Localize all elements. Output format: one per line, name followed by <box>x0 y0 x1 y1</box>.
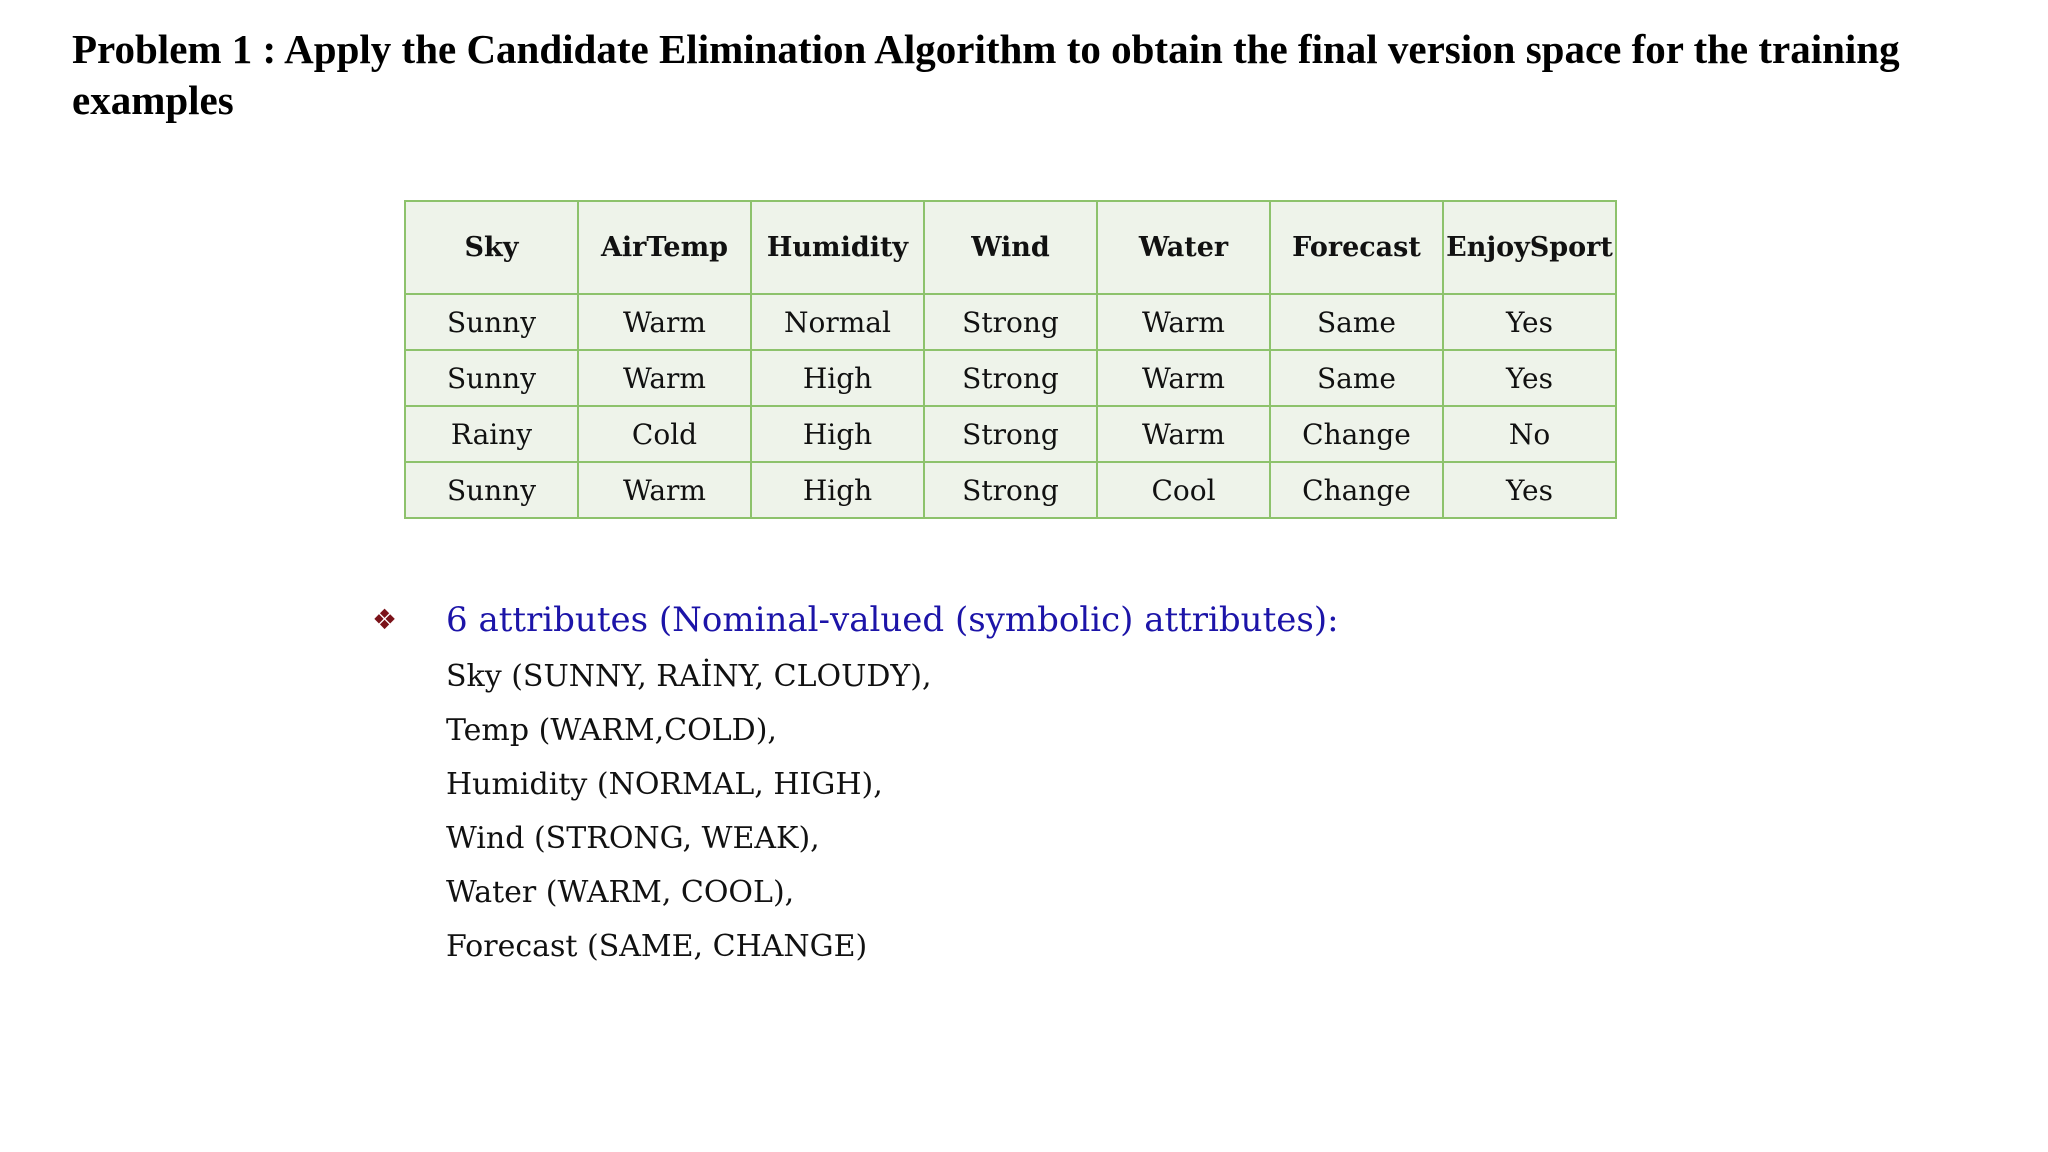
list-item: Forecast (SAME, CHANGE) <box>446 929 868 964</box>
table-cell: Warm <box>578 294 751 350</box>
table-cell: High <box>751 406 924 462</box>
table-cell: Change <box>1270 462 1443 518</box>
table-cell: Warm <box>1097 350 1270 406</box>
list-item: Humidity (NORMAL, HIGH), <box>446 767 883 802</box>
column-header-airtemp: AirTemp <box>578 201 751 294</box>
table-cell: Sunny <box>405 462 578 518</box>
table-cell: Warm <box>578 462 751 518</box>
list-item: Water (WARM, COOL), <box>446 875 795 910</box>
table-header-row <box>405 201 1616 294</box>
attribute-list <box>446 650 931 974</box>
list-item: Sky (SUNNY, RAİNY, CLOUDY), <box>446 659 932 694</box>
table-row <box>405 294 1616 350</box>
table-cell: Yes <box>1443 350 1616 406</box>
slide-title: Problem 1 : Apply the Candidate Elimination Algorithm to obtain the final version space for the training examples <box>72 26 1900 123</box>
table-cell: Strong <box>924 462 1097 518</box>
table-cell: High <box>751 350 924 406</box>
list-item: Temp (WARM,COLD), <box>446 713 777 748</box>
table-cell: Strong <box>924 406 1097 462</box>
diamond-bullet-icon: ❖ <box>372 603 398 636</box>
list-item: Wind (STRONG, WEAK), <box>446 821 820 856</box>
table-cell: Cool <box>1097 462 1270 518</box>
table-cell: Sunny <box>405 294 578 350</box>
table-cell: Normal <box>751 294 924 350</box>
attributes-heading: 6 attributes (Nominal-valued (symbolic) attributes): <box>446 600 1339 640</box>
column-header-humidity: Humidity <box>751 201 924 294</box>
table-cell: Warm <box>1097 294 1270 350</box>
table-cell: Strong <box>924 350 1097 406</box>
column-header-wind: Wind <box>924 201 1097 294</box>
table-cell: Same <box>1270 294 1443 350</box>
table-cell: Rainy <box>405 406 578 462</box>
table-cell: No <box>1443 406 1616 462</box>
column-header-sky: Sky <box>405 201 578 294</box>
table-cell: Warm <box>578 350 751 406</box>
table-cell: Same <box>1270 350 1443 406</box>
table-cell: Yes <box>1443 294 1616 350</box>
table-cell: Sunny <box>405 350 578 406</box>
training-examples-table <box>404 200 1617 519</box>
table-cell: Cold <box>578 406 751 462</box>
column-header-enjoysport: EnjoySport <box>1443 201 1616 294</box>
table-cell: Warm <box>1097 406 1270 462</box>
column-header-water: Water <box>1097 201 1270 294</box>
table-cell: Yes <box>1443 462 1616 518</box>
table-cell: High <box>751 462 924 518</box>
table-row <box>405 350 1616 406</box>
table-cell: Strong <box>924 294 1097 350</box>
column-header-forecast: Forecast <box>1270 201 1443 294</box>
table-row <box>405 462 1616 518</box>
table-cell: Change <box>1270 406 1443 462</box>
table-row <box>405 406 1616 462</box>
